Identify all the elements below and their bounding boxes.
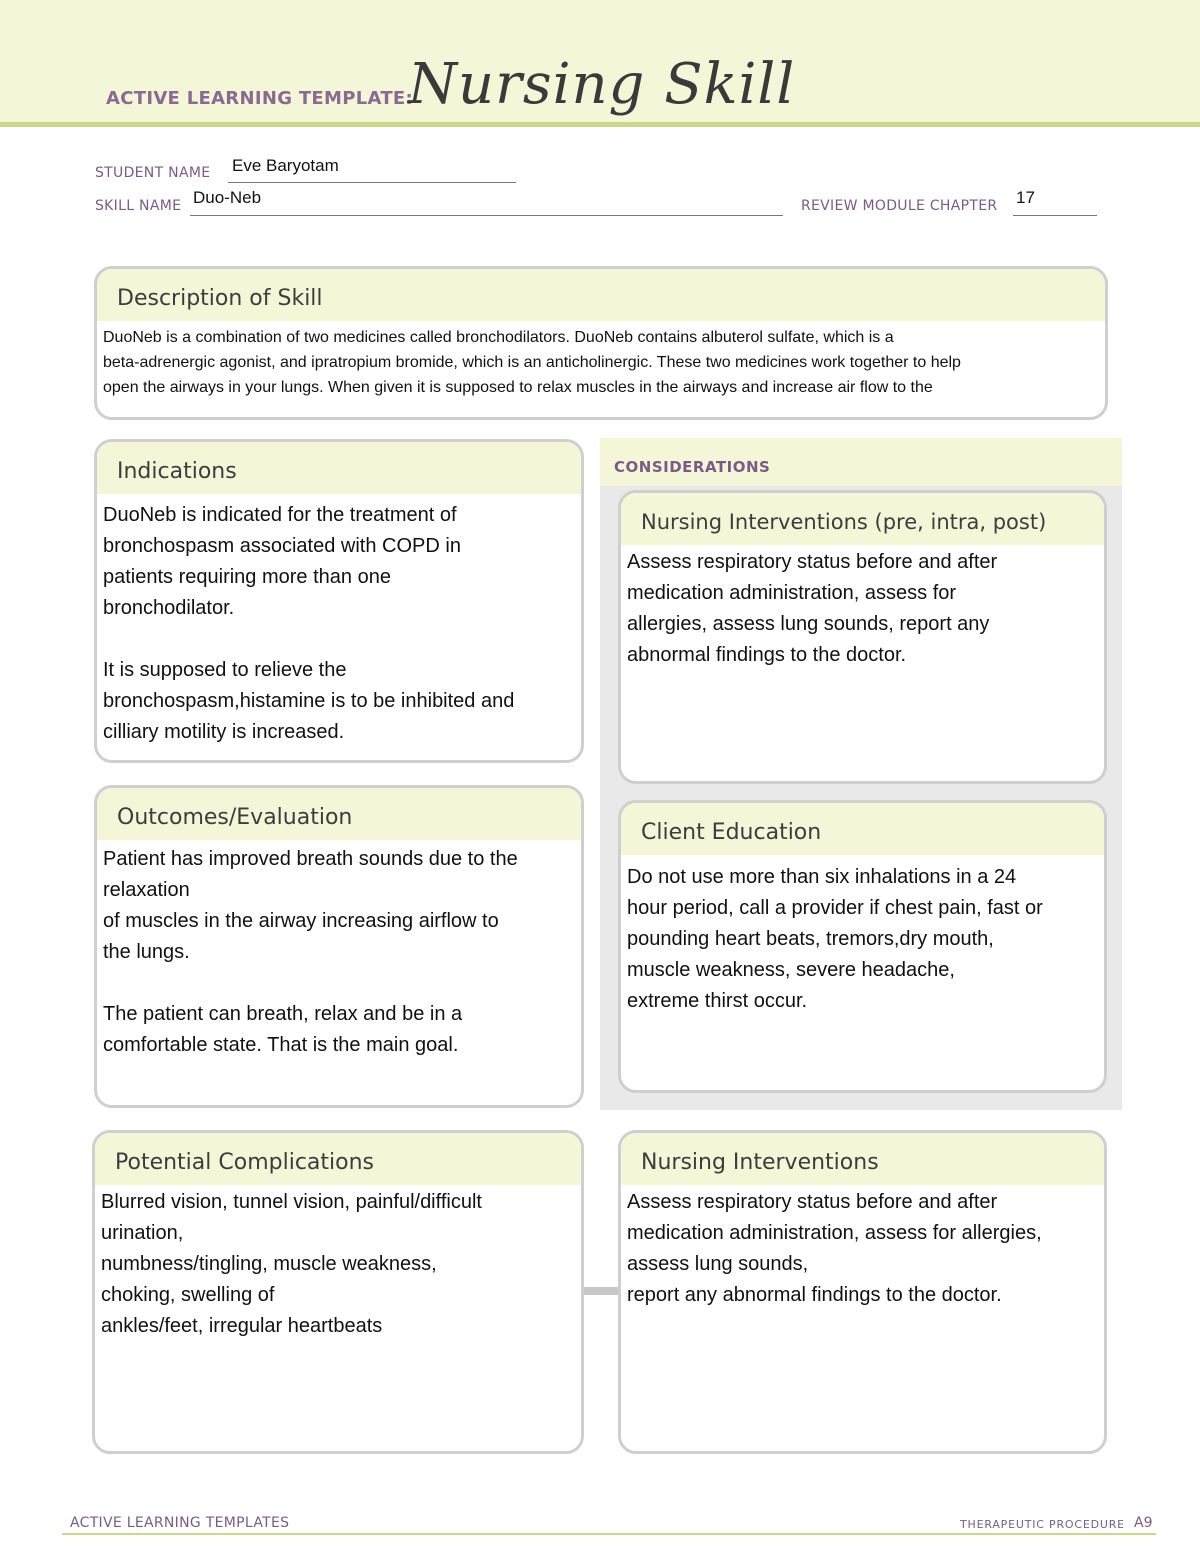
outcomes-card: [94, 785, 584, 1108]
template-label: ACTIVE LEARNING TEMPLATE:: [106, 88, 413, 109]
description-card: [94, 266, 1108, 420]
student-name-label: STUDENT NAME: [95, 165, 211, 181]
nursing-interventions-text[interactable]: Assess respiratory status before and after medication administration, assess for allergies, assess lung sounds, report any abnormal findings to the doctor.: [627, 1191, 1042, 1306]
complications-title: Potential Complications: [95, 1133, 581, 1185]
review-module-field[interactable]: 17: [1016, 188, 1035, 207]
nursing-interventions-ppp-title: Nursing Interventions (pre, intra, post): [621, 493, 1104, 545]
skill-name-line: [190, 197, 783, 216]
student-name-field[interactable]: Eve Baryotam: [232, 156, 339, 175]
footer-rule: [62, 1533, 1156, 1535]
nursing-interventions-ppp-text[interactable]: Assess respiratory status before and after medication administration, assess for allergies, assess lung sounds, report any abnormal findings to the doctor.: [627, 551, 998, 666]
nursing-interventions-ppp-card: [618, 490, 1107, 784]
complications-card: [92, 1130, 584, 1454]
client-education-title: Client Education: [621, 803, 1104, 855]
page-title: Nursing Skill: [408, 52, 796, 117]
connector-bar: [584, 1287, 620, 1295]
client-education-card: [618, 800, 1107, 1093]
footer-series: ACTIVE LEARNING TEMPLATES: [70, 1515, 290, 1531]
nursing-interventions-card: [618, 1130, 1107, 1454]
client-education-text[interactable]: Do not use more than six inhalations in a 24 hour period, call a provider if chest pain, fast or pounding heart beats, tremors,dry mouth, muscle weakness, severe headache, extreme thirst occur.: [627, 866, 1043, 1012]
indications-card: [94, 439, 584, 763]
outcomes-text[interactable]: Patient has improved breath sounds due to the relaxation of muscles in the airway increasing airflow to the lungs. The patient can breath, relax and be in a comfortable state. That is the main goal.: [103, 848, 518, 1056]
outcomes-title: Outcomes/Evaluation: [97, 788, 581, 840]
indications-title: Indications: [97, 442, 581, 494]
description-title: Description of Skill: [97, 269, 1105, 321]
review-module-label: REVIEW MODULE CHAPTER: [801, 198, 998, 214]
nursing-interventions-title: Nursing Interventions: [621, 1133, 1104, 1185]
skill-name-field[interactable]: Duo-Neb: [193, 188, 262, 207]
page-number: A9: [1134, 1515, 1153, 1531]
footer-category: THERAPEUTIC PROCEDURE: [960, 1518, 1125, 1531]
description-text[interactable]: DuoNeb is a combination of two medicines called bronchodilators. DuoNeb contains albuterol sulfate, which is a beta-adrenergic agonist, and ipratropium bromide, which is an anticholinergic. These two medicines work together to help open the airways in your lungs. When given it is supposed to relax muscles in the airways and increase air flow to the: [103, 329, 961, 396]
skill-name-label: SKILL NAME: [95, 198, 182, 214]
considerations-label: CONSIDERATIONS: [614, 458, 771, 476]
complications-text[interactable]: Blurred vision, tunnel vision, painful/difficult urination, numbness/tingling, muscle weakness, choking, swelling of ankles/feet, irregular heartbeats: [101, 1191, 482, 1337]
indications-text[interactable]: DuoNeb is indicated for the treatment of bronchospasm associated with COPD in patients requiring more than one bronchodilator. It is supposed to relieve the bronchospasm,histamine is to be inhibited and cilliary motility is increased.: [103, 504, 515, 743]
